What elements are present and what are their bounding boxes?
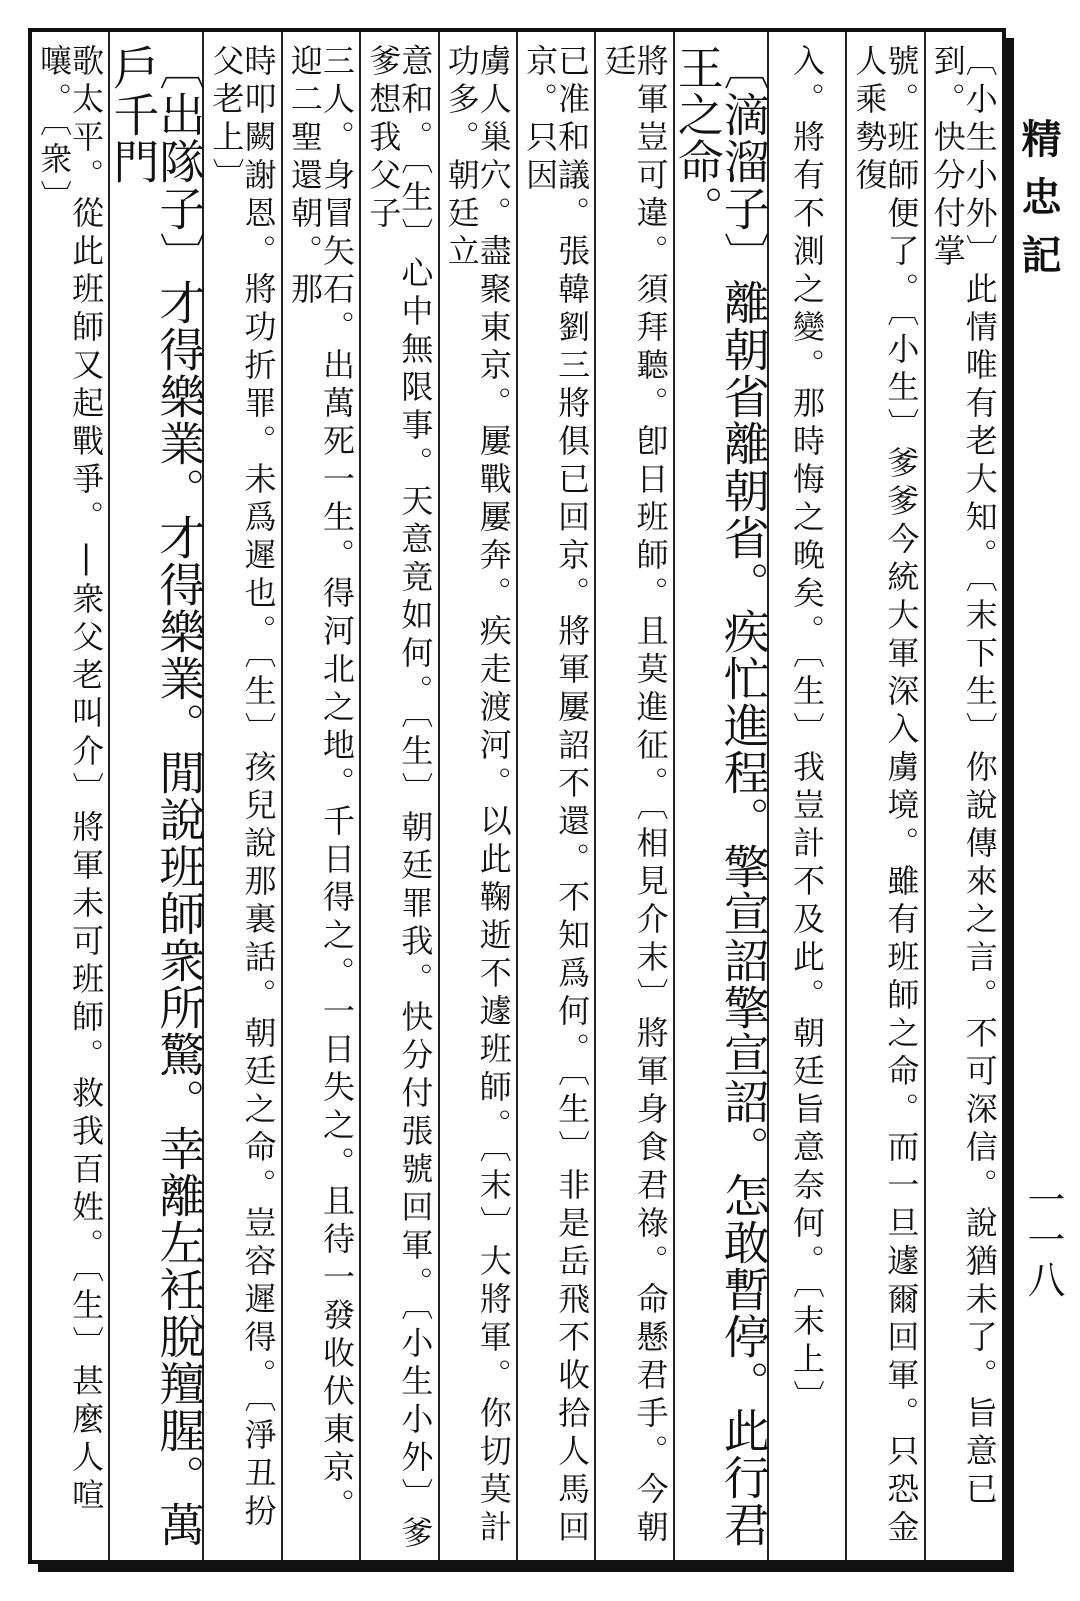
column-text: 將軍豈可違。須拜聽。卽日班師。且莫進征。〔相見介末〕將軍身食君祿。命懸君手。今朝廷	[599, 44, 670, 1548]
column-text: 〔小生小外〕此情唯有老大知。〔末下生〕你說傳來之言。不可深信。說猶未了。旨意已到。快分付掌	[928, 44, 999, 1510]
column-text: 〔滴溜子〕離朝省離朝省。疾忙進程。擎宣詔擎宣詔。怎敢暫停。此行君王之命。	[670, 44, 771, 1548]
text-column	[670, 32, 771, 1560]
text-column	[32, 32, 108, 1560]
text-column	[516, 32, 594, 1560]
text-column	[359, 32, 437, 1560]
column-text: 時叩闕謝恩。將功折罪。未爲遲也。〔生〕孩兒說那裏話。朝廷之命。豈容遲得。〔淨丑扮父老上〕	[207, 44, 278, 1532]
text-column	[202, 32, 280, 1560]
text-column	[845, 32, 923, 1560]
book-title: 精忠記	[1015, 118, 1062, 292]
column-text: 〔出隊子〕才得樂業。才得樂業。閒說班師衆所驚。幸離左衽脫羶腥。萬戶千門	[106, 44, 207, 1548]
text-frame	[28, 28, 1006, 1564]
column-text: 入。將有不測之變。那時悔之晚矣。〔生〕我豈計不及此。朝廷旨意奈何。〔末上〕	[787, 44, 826, 1418]
text-column	[594, 32, 672, 1560]
column-text: 已准和議。張韓劉三將俱已回京。將軍屢詔不還。不知爲何。〔生〕非是岳飛不收拾人馬回京。只因	[521, 44, 592, 1548]
column-text: 號。班師便了。〔小生〕爹爹今統大軍深入虜境。雖有班師之命。而一旦遽爾回軍。只恐金人乘勢復	[850, 44, 921, 1548]
page-number: 一一八	[1021, 1180, 1065, 1300]
text-columns	[32, 32, 1002, 1560]
text-column	[767, 32, 845, 1560]
column-text: 歌太平。從此班師又起戰爭。|衆父老叫介〕將軍未可班師。救我百姓。〔生〕甚麼人喧嚷。〔衆〕	[35, 44, 106, 1516]
column-text: 意和。〔生〕心中無限事。天意竟如何。〔生〕朝廷罪我。快分付張號回軍。〔小生小外〕爹爹想我父子	[364, 44, 435, 1554]
column-text: 虜人巢穴。盡聚東京。屢戰屢奔。疾走渡河。以此鞠逝不遽班師。〔末〕大將軍。你切莫計功多。朝廷立	[442, 44, 513, 1548]
text-column	[438, 32, 516, 1560]
text-column	[924, 32, 1002, 1560]
text-column	[281, 32, 359, 1560]
column-text: 三人。身冒矢石。出萬死一生。得河北之地。千日得之。一日失之。且待一發收伏東京。迎二聖還朝。那	[285, 44, 356, 1526]
text-column	[106, 32, 207, 1560]
